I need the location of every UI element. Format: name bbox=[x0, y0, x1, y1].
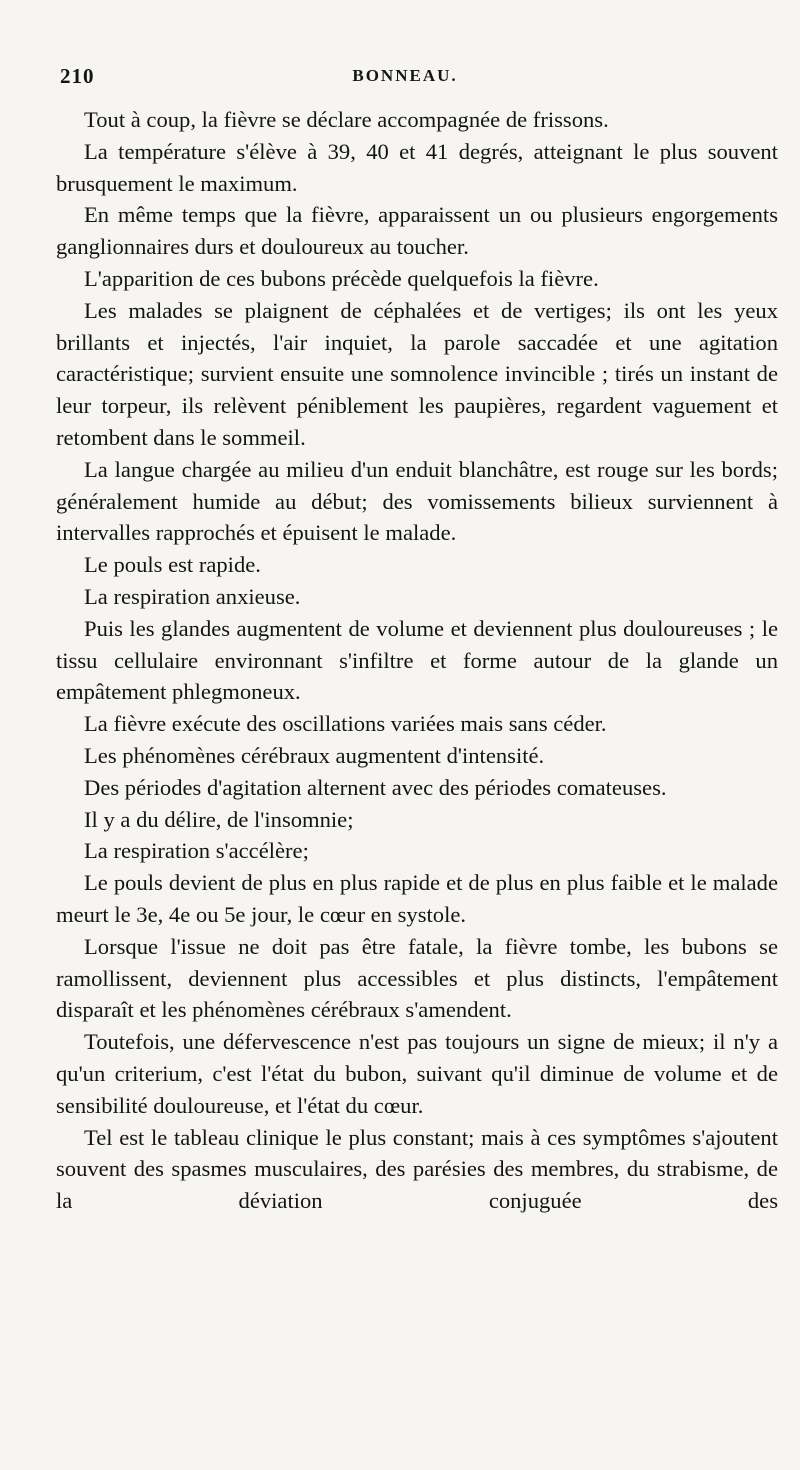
paragraph: Les phénomènes cérébraux augmentent d'intensité. bbox=[84, 742, 545, 768]
paragraph: L'apparition de ces bubons précède quelquefois la fièvre. bbox=[84, 265, 599, 291]
paragraph: Puis les glandes augmentent de volume et deviennent plus douloureuses ; le tissu cellulaire environnant s'infiltre et forme autour de la glande un empâtement phlegmoneux. bbox=[56, 615, 778, 705]
paragraph: La température s'élève à 39, 40 et 41 degrés, atteignant le plus souvent brusquement le maximum. bbox=[56, 138, 778, 196]
paragraph: Toutefois, une défervescence n'est pas toujours un signe de mieux; il n'y a qu'un criterium, c'est l'état du bubon, suivant qu'il diminue de volume et de sensibilité douloureuse, et l'état du cœur. bbox=[56, 1029, 778, 1118]
paragraph: La respiration anxieuse. bbox=[84, 583, 301, 609]
paragraph: Tout à coup, la fièvre se déclare accompagnée de frissons. bbox=[84, 107, 609, 132]
paragraph: Des périodes d'agitation alternent avec des périodes comateuses. bbox=[84, 774, 667, 800]
paragraph: La langue chargée au milieu d'un enduit blanchâtre, est rouge sur les bords; généralement humide au début; des vomissements bilieux surviennent à intervalles rapprochés et épuisent le malade. bbox=[56, 456, 778, 546]
body-text bbox=[56, 104, 778, 1217]
paragraph: En même temps que la fièvre, apparaissent un ou plusieurs engorgements ganglionnaires durs et douloureux au toucher. bbox=[56, 202, 778, 260]
running-head-author: BONNEAU. bbox=[352, 66, 458, 85]
paragraph: Il y a du délire, de l'insomnie; bbox=[84, 806, 354, 832]
page-number: 210 bbox=[60, 64, 95, 88]
paragraph: Lorsque l'issue ne doit pas être fatale, la fièvre tombe, les bubons se ramollissent, deviennent plus accessibles et plus distincts, l'empâtement disparaît et les phénomènes cérébraux s'amendent. bbox=[56, 933, 778, 1023]
paragraph-continued: Tel est le tableau clinique le plus constant; mais à ces symptômes s'ajoutent souvent des spasmes musculaires, des parésies des membres, du strabisme, de la déviation conjuguée des bbox=[56, 1124, 778, 1214]
paragraph: Le pouls devient de plus en plus rapide et de plus en plus faible et le malade meurt le 3e, 4e ou 5e jour, le cœur en systole. bbox=[56, 870, 778, 927]
paragraph: Les malades se plaignent de céphalées et de vertiges; ils ont les yeux brillants et injectés, l'air inquiet, la parole saccadée et une agitation caractéristique; survient ensuite une somnolence invincible ; tirés un instant de leur torpeur, ils relèvent péniblement les paupières, regardent vaguement et retombent dans le sommeil. bbox=[56, 297, 778, 450]
paragraph: La respiration s'accélère; bbox=[84, 838, 309, 864]
running-head bbox=[60, 64, 750, 90]
paragraph: Le pouls est rapide. bbox=[84, 552, 261, 578]
paragraph: La fièvre exécute des oscillations variées mais sans céder. bbox=[84, 711, 607, 737]
